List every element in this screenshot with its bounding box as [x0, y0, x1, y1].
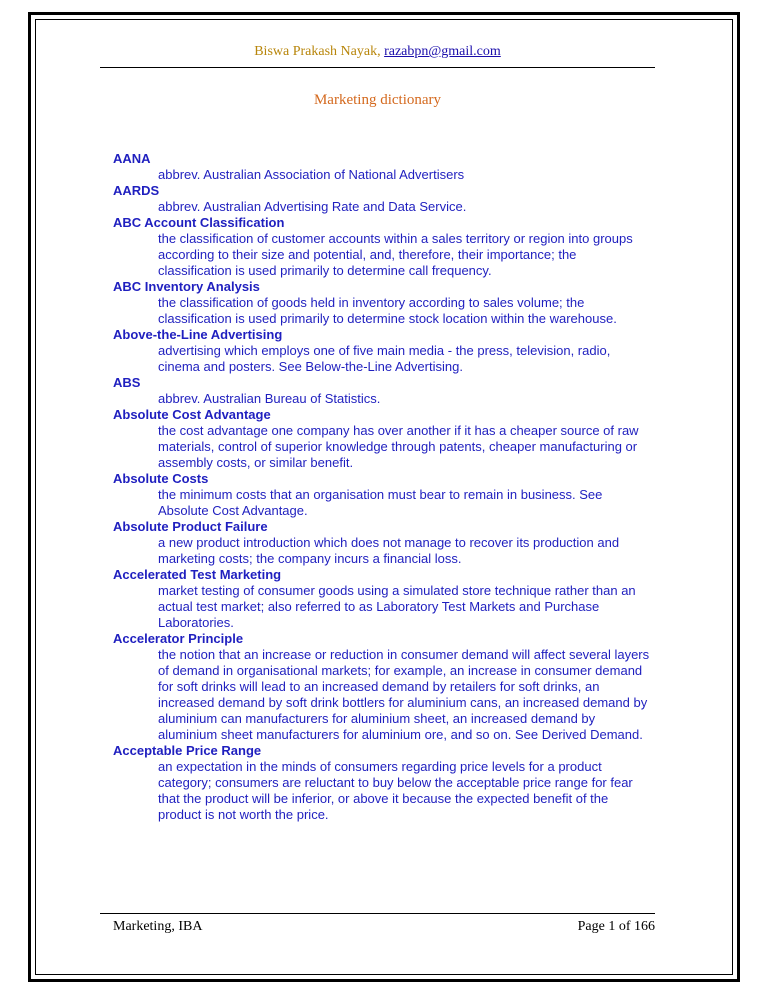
entry	[113, 215, 653, 279]
entry	[113, 567, 653, 631]
entry-term: ABC Inventory Analysis	[113, 279, 260, 294]
entry-term: AANA	[113, 151, 151, 166]
entry-term: Absolute Product Failure	[113, 519, 268, 534]
entry	[113, 375, 653, 407]
entry	[113, 631, 653, 743]
entry-definition: a new product introduction which does not manage to recover its production and marketing costs; the company incurs a financial loss.	[158, 535, 620, 566]
header-divider	[100, 67, 655, 68]
entry-term: ABC Account Classification	[113, 215, 285, 230]
page-title: Marketing dictionary	[313, 92, 442, 108]
entry-term: Acceptable Price Range	[113, 743, 262, 758]
entry-term: Absolute Cost Advantage	[113, 407, 271, 422]
entry-term: Accelerator Principle	[113, 631, 244, 646]
entry	[113, 183, 653, 215]
entry	[113, 151, 653, 183]
entry	[113, 471, 653, 519]
page-number: Page 1 of 166	[577, 919, 655, 934]
author-name: Biswa Prakash Nayak	[254, 44, 378, 59]
entry-definition: abbrev. Australian Bureau of Statistics.	[158, 391, 381, 406]
entry-definition: the notion that an increase or reduction in consumer demand will affect several layers of demand in organisational markets; for example, an increase in consumer demand for soft drinks will lead to an increased demand by retailers for soft drinks, an increased demand by soft drink bottlers for aluminium cans, an increased demand by aluminium can manufacturers for aluminium sheet, an increased demand by aluminium sheet manufacturers for aluminium ore, and so on. See Derived Demand.	[158, 647, 650, 742]
entry-definition: the classification of goods held in inventory according to sales volume; the classification is used primarily to determine stock location within the warehouse.	[158, 295, 617, 326]
author-email-link[interactable]: razabpn@gmail.com	[384, 44, 501, 59]
entry-definition: advertising which employs one of five main media - the press, television, radio, cinema and posters. See Below-the-Line Advertising.	[158, 343, 611, 374]
entry-definition: the cost advantage one company has over another if it has a cheaper source of raw materials, control of superior knowledge through patents, cheaper manufacturing or assembly costs, or similar benefit.	[158, 423, 639, 470]
entry	[113, 279, 653, 327]
entry-definition: abbrev. Australian Advertising Rate and Data Service.	[158, 199, 467, 214]
footer-divider	[100, 913, 655, 914]
header-separator: ,	[377, 44, 385, 59]
entry-definition: market testing of consumer goods using a simulated store technique rather than an actual test market; also referred to as Laboratory Test Markets and Purchase Laboratories.	[158, 583, 636, 630]
entry-term: Above-the-Line Advertising	[113, 327, 283, 342]
entry-definition: the minimum costs that an organisation must bear to remain in business. See Absolute Cost Advantage.	[158, 487, 603, 518]
entry	[113, 743, 653, 823]
entry-definition: an expectation in the minds of consumers regarding price levels for a product category; consumers are reluctant to buy below the acceptable price range for fear that the product will be inferior, or above it because the expected benefit of the product is not worth the price.	[158, 759, 633, 822]
entry-term: AARDS	[113, 183, 160, 198]
entry-definition: the classification of customer accounts within a sales territory or region into groups according to their size and potential, and, therefore, their importance; the classification is used primarily to determine call frequency.	[158, 231, 633, 278]
entry	[113, 327, 653, 375]
entry-term: Absolute Costs	[113, 471, 209, 486]
entry-definition: abbrev. Australian Association of National Advertisers	[158, 167, 465, 182]
entry	[113, 407, 653, 471]
page-header	[100, 44, 655, 60]
dictionary-entries	[113, 151, 653, 823]
footer-course: Marketing, IBA	[113, 919, 203, 934]
entry-term: ABS	[113, 375, 141, 390]
entry-term: Accelerated Test Marketing	[113, 567, 282, 582]
entry	[113, 519, 653, 567]
